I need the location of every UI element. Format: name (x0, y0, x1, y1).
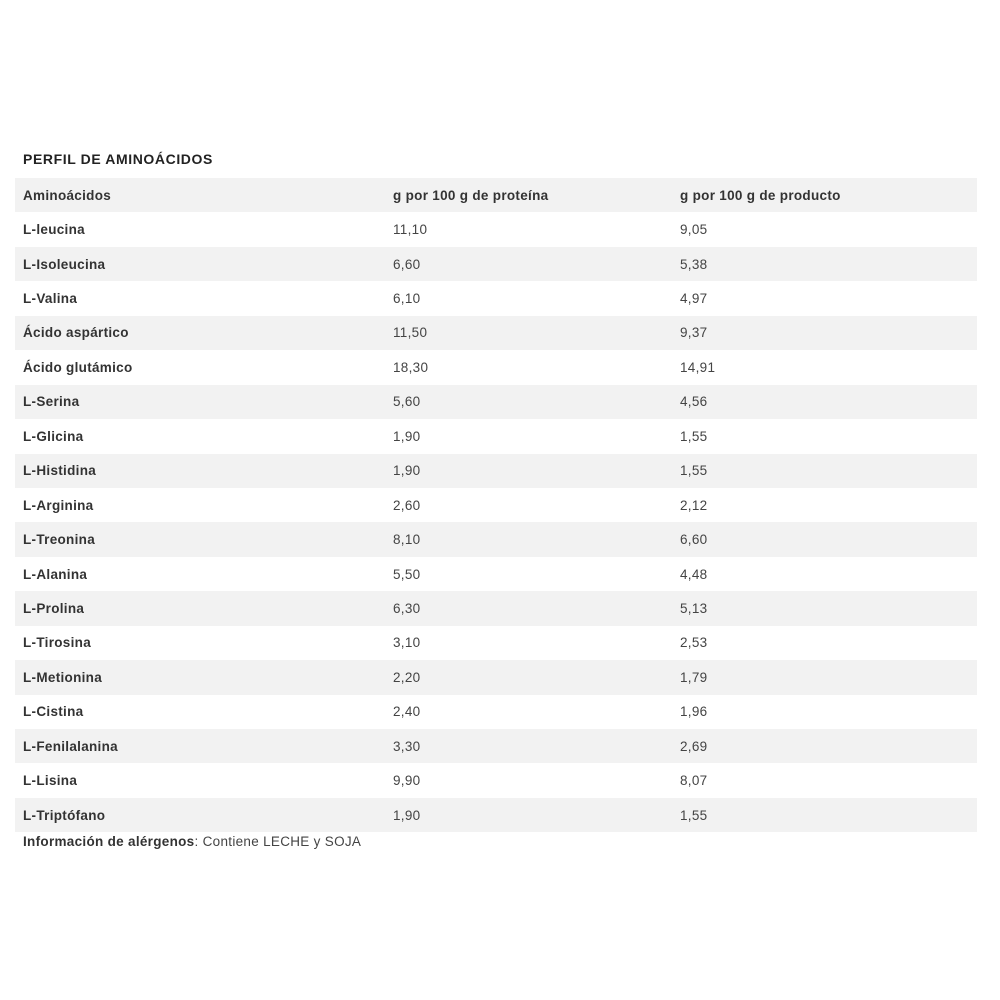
cell-aminoacid: L-Fenilalanina (23, 738, 118, 754)
cell-per-product: 8,07 (680, 773, 708, 789)
table-row (15, 385, 977, 419)
cell-per-product: 2,53 (680, 635, 708, 651)
cell-aminoacid: L-Lisina (23, 773, 78, 789)
cell-per-product: 5,13 (680, 600, 708, 616)
cell-aminoacid: L-Treonina (23, 532, 96, 548)
cell-aminoacid: L-Glicina (23, 428, 84, 444)
header-per-product: g por 100 g de producto (680, 187, 841, 203)
cell-per-protein: 1,90 (393, 807, 421, 823)
cell-aminoacid: L-Prolina (23, 600, 85, 616)
cell-aminoacid: L-Arginina (23, 497, 94, 513)
cell-aminoacid: L-Serina (23, 394, 80, 410)
cell-aminoacid: L-Alanina (23, 566, 88, 582)
amino-acid-table (15, 178, 977, 832)
table-row (15, 419, 977, 453)
cell-per-protein: 3,30 (393, 738, 421, 754)
section-title: PERFIL DE AMINOÁCIDOS (23, 151, 213, 167)
cell-aminoacid: L-Tirosina (23, 635, 92, 651)
cell-per-product: 1,96 (680, 704, 708, 720)
cell-per-protein: 2,60 (393, 497, 421, 513)
cell-aminoacid: Ácido glutámico (23, 359, 133, 375)
cell-per-protein: 6,30 (393, 600, 421, 616)
table-row (15, 557, 977, 591)
table-row (15, 626, 977, 660)
cell-per-product: 9,05 (680, 222, 708, 238)
table-row (15, 281, 977, 315)
cell-per-protein: 8,10 (393, 532, 421, 548)
cell-per-product: 1,55 (680, 807, 708, 823)
table-row (15, 488, 977, 522)
cell-aminoacid: L-Isoleucina (23, 256, 106, 272)
table-row (15, 212, 977, 246)
table-row (15, 350, 977, 384)
table-row (15, 729, 977, 763)
cell-per-protein: 1,90 (393, 463, 421, 479)
cell-aminoacid: L-Valina (23, 291, 78, 307)
cell-per-protein: 11,10 (393, 222, 428, 238)
cell-per-product: 1,79 (680, 669, 708, 685)
cell-per-protein: 5,50 (393, 566, 421, 582)
table-row (15, 247, 977, 281)
cell-per-product: 1,55 (680, 463, 708, 479)
cell-aminoacid: L-leucina (23, 222, 85, 238)
table-row (15, 798, 977, 832)
cell-per-product: 2,12 (680, 497, 708, 513)
cell-per-protein: 1,90 (393, 428, 421, 444)
cell-per-protein: 3,10 (393, 635, 421, 651)
cell-per-product: 1,55 (680, 428, 708, 444)
table-row (15, 591, 977, 625)
cell-aminoacid: L-Cistina (23, 704, 84, 720)
table-row (15, 763, 977, 797)
header-per-protein: g por 100 g de proteína (393, 187, 549, 203)
cell-per-protein: 18,30 (393, 359, 429, 375)
cell-aminoacid: L-Metionina (23, 669, 103, 685)
cell-per-protein: 9,90 (393, 773, 421, 789)
cell-aminoacid: Ácido aspártico (23, 325, 129, 341)
cell-per-product: 14,91 (680, 359, 716, 375)
cell-per-protein: 11,50 (393, 325, 428, 341)
cell-per-product: 6,60 (680, 532, 708, 548)
cell-aminoacid: L-Triptófano (23, 807, 106, 823)
cell-per-protein: 2,40 (393, 704, 421, 720)
table-row (15, 660, 977, 694)
cell-aminoacid: L-Histidina (23, 463, 97, 479)
cell-per-protein: 6,60 (393, 256, 421, 272)
table-row (15, 316, 977, 350)
allergen-text: : Contiene LECHE y SOJA (194, 834, 362, 849)
allergen-info (23, 834, 361, 849)
cell-per-protein: 2,20 (393, 669, 421, 685)
cell-per-protein: 5,60 (393, 394, 421, 410)
cell-per-product: 4,56 (680, 394, 708, 410)
cell-per-product: 2,69 (680, 738, 708, 754)
table-row (15, 695, 977, 729)
table-header-row (15, 178, 977, 212)
header-aminoacids: Aminoácidos (23, 187, 112, 203)
cell-per-product: 9,37 (680, 325, 708, 341)
cell-per-protein: 6,10 (393, 291, 421, 307)
table-row (15, 454, 977, 488)
cell-per-product: 5,38 (680, 256, 708, 272)
cell-per-product: 4,97 (680, 291, 708, 307)
allergen-label: Información de alérgenos (23, 834, 195, 849)
table-row (15, 522, 977, 556)
cell-per-product: 4,48 (680, 566, 708, 582)
